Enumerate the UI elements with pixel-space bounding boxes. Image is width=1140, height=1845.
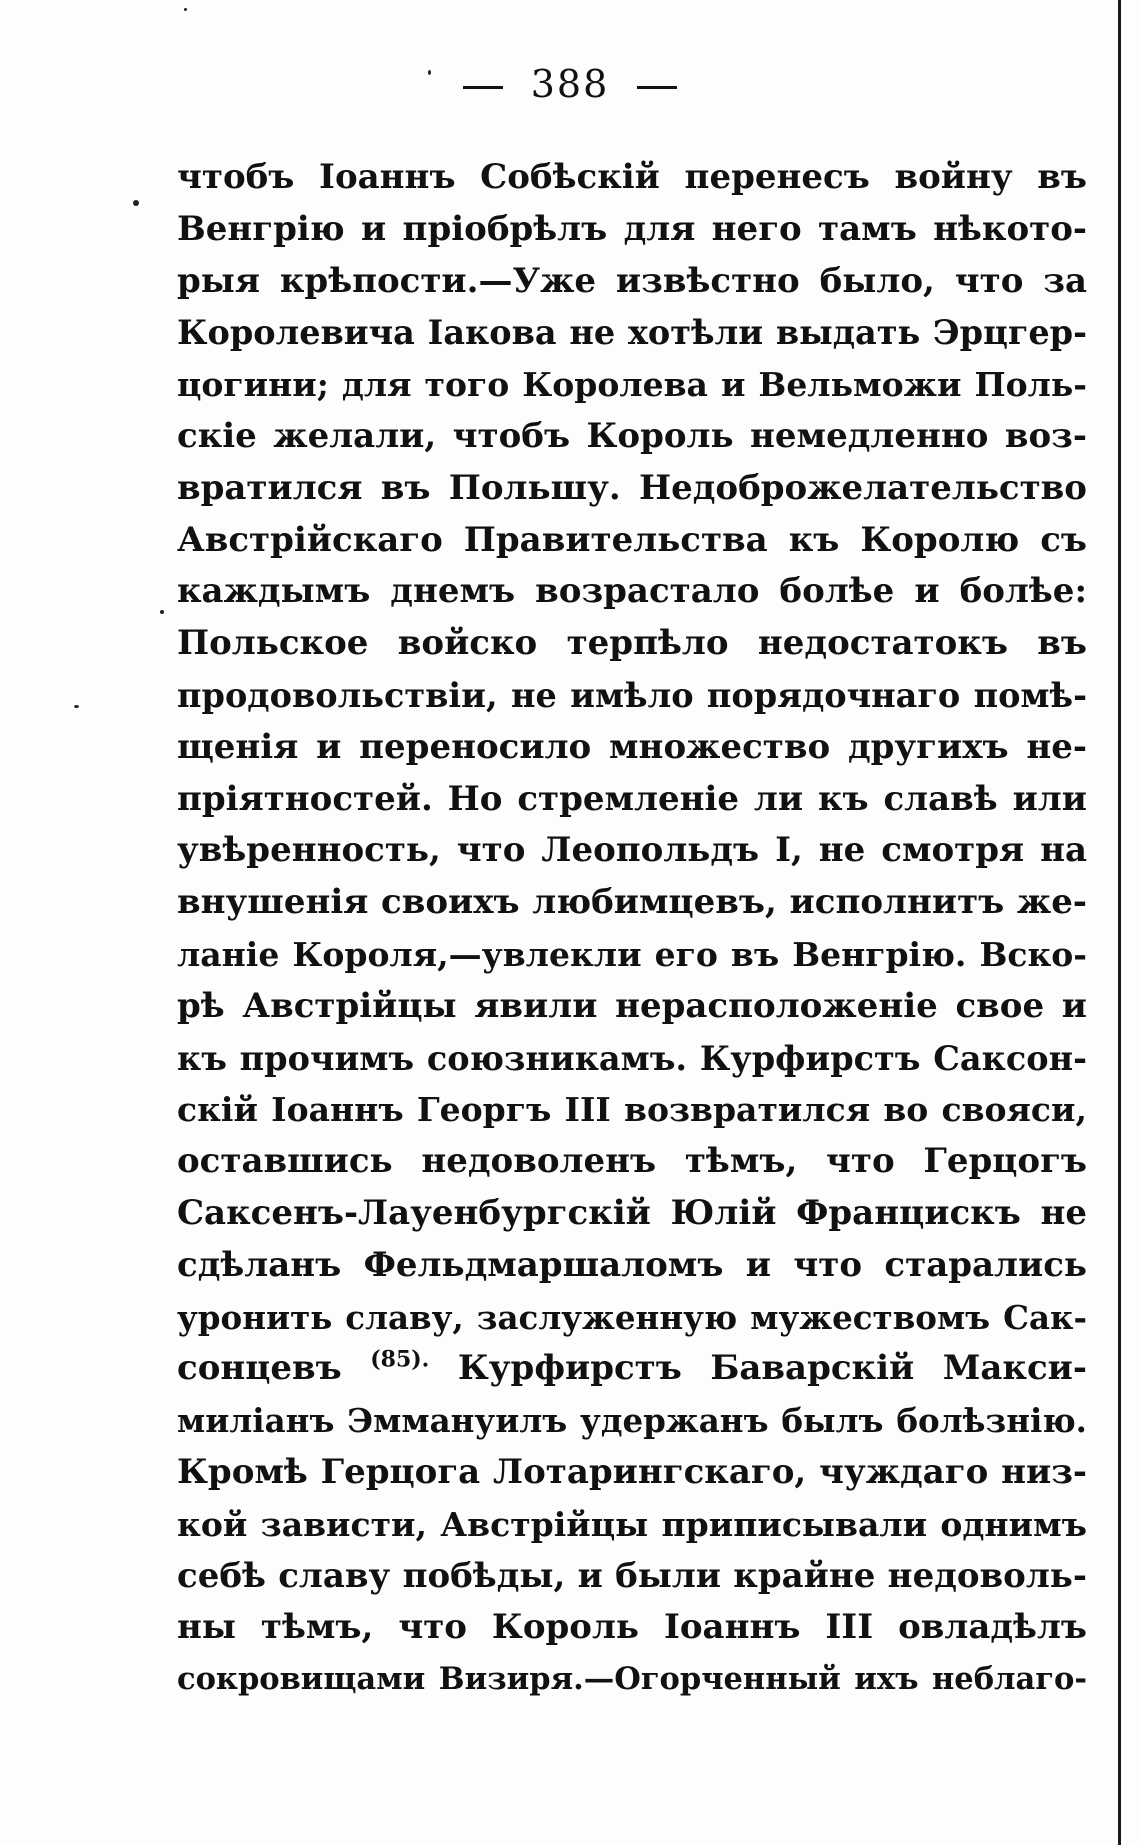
text-line: увѣренность, что Леопольдъ I, не смотря на [177, 830, 1087, 871]
footnote-reference: (85). [370, 1347, 430, 1373]
text-line: каждымъ днемъ возрастало болѣе и болѣе: [177, 571, 1087, 612]
speck [74, 705, 79, 708]
page-edge-rule [1118, 0, 1121, 1845]
speck [133, 200, 139, 206]
speck [160, 610, 164, 614]
text-line: продовольствіи, не имѣло порядочнаго помѣ- [177, 675, 1087, 715]
text-line: скіе желали, чтобъ Король немедленно воз- [177, 415, 1087, 456]
text-line: себѣ славу побѣды, и были крайне недоволь- [177, 1555, 1087, 1596]
text-line: чтобъ Іоаннъ Собѣскій перенесъ войну въ [177, 157, 1087, 197]
body-text [177, 152, 1087, 1706]
text-line: внушенія своихъ любимцевъ, исполнитъ же- [177, 882, 1087, 923]
text-line: къ прочимъ союзникамъ. Курфирстъ Саксон- [177, 1038, 1087, 1078]
speck [184, 8, 187, 11]
page-number-header [0, 62, 1140, 106]
text-fragment: сонцевъ [177, 1348, 342, 1389]
text-line: сокровищами Визиря.—Огорченный ихъ неблаго- [177, 1661, 1087, 1698]
text-line: вратился въ Польшу. Недоброжелательство [177, 467, 1087, 508]
text-line: рѣ Австрійцы явили нерасположеніе свое и [177, 985, 1087, 1026]
text-line: щенія и переносило множество другихъ не- [177, 726, 1087, 767]
text-fragment: Курфирстъ Баварскій Макси- [457, 1348, 1087, 1389]
text-line: пріятностей. Но стремленіе ли къ славѣ или [177, 778, 1087, 819]
text-line: кой зависти, Австрійцы приписывали однимъ [177, 1504, 1087, 1544]
text-line: рыя крѣпости.—Уже извѣстно было, что за [177, 260, 1087, 301]
text-line: сдѣланъ Фельдмаршаломъ и что старались [177, 1244, 1087, 1285]
text-line: ланіе Короля,—увлекли его въ Венгрію. Вско- [177, 934, 1087, 974]
text-line: Саксенъ-Лауенбургскій Юлій Францискъ не [177, 1192, 1087, 1233]
text-line: миліанъ Эммануилъ удержанъ былъ болѣзнію. [177, 1401, 1087, 1441]
text-line: Кромѣ Герцога Лотарингскаго, чуждаго низ- [177, 1451, 1087, 1492]
text-line: Королевича Іакова не хотѣли выдать Эрцгер- [177, 313, 1087, 353]
text-line: цогини; для того Королева и Вельможи Поль- [177, 365, 1087, 405]
text-line: Польское войско терпѣло недостатокъ въ [177, 623, 1087, 664]
text-line: уронить славу, заслуженную мужествомъ Сак- [177, 1297, 1087, 1337]
text-line: оставшись недоволенъ тѣмъ, что Герцогъ [177, 1141, 1087, 1182]
header-dash-right [637, 86, 677, 89]
text-line-with-footnote [177, 1343, 1087, 1395]
text-line: Венгрію и пріобрѣлъ для него тамъ нѣкото- [177, 208, 1087, 249]
text-line: ны тѣмъ, что Король Іоаннъ III овладѣлъ [177, 1607, 1087, 1648]
header-dash-left [463, 86, 503, 89]
text-line: скій Іоаннъ Георгъ III возвратился во свояси, [177, 1090, 1087, 1130]
text-line: Австрійскаго Правительства къ Королю съ [177, 519, 1087, 560]
page-number: 388 [530, 62, 610, 106]
